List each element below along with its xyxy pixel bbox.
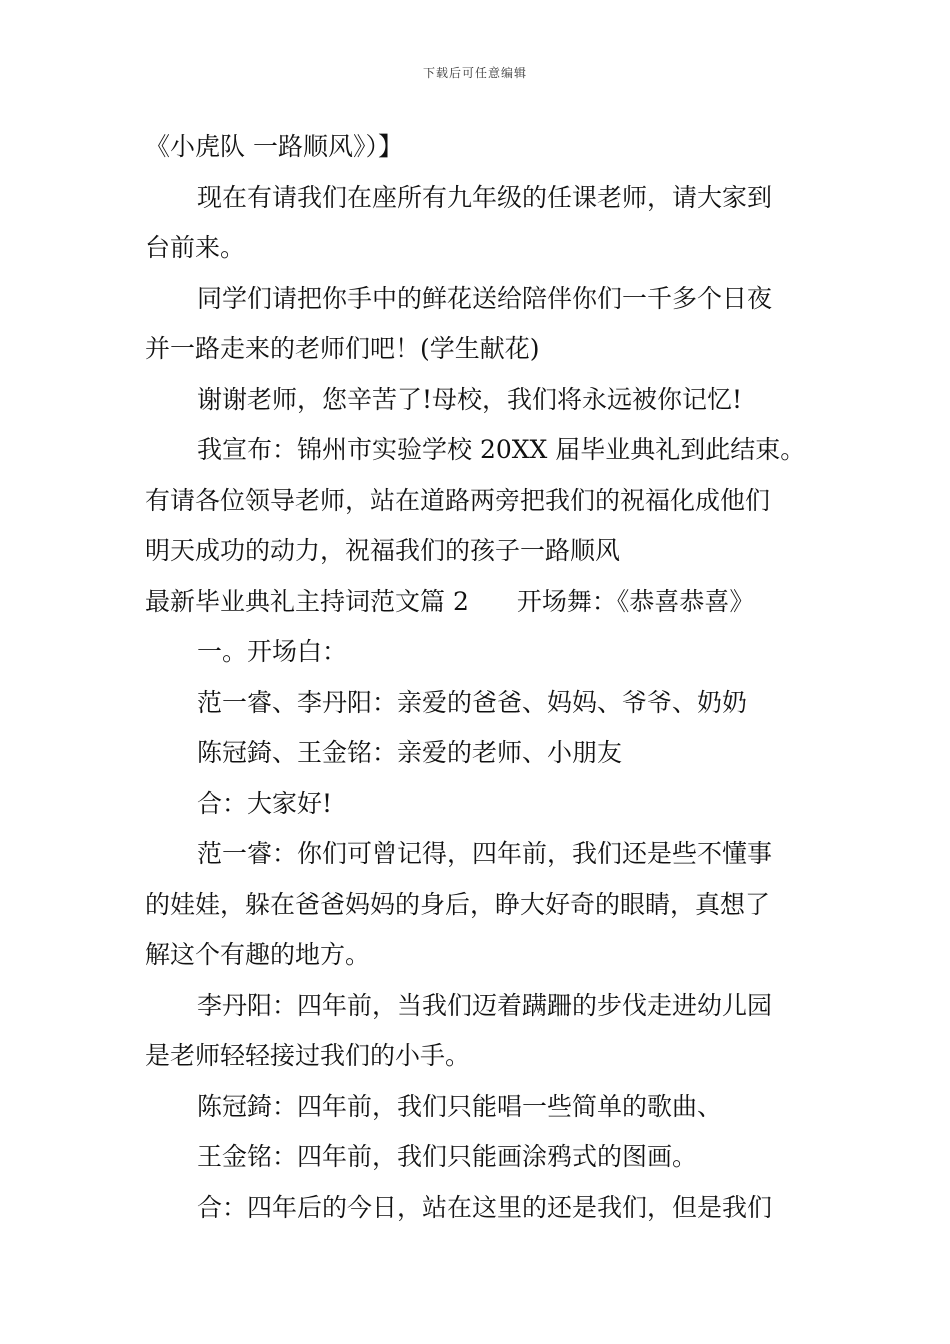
paragraph-line: 一。开场白： — [197, 637, 348, 666]
paragraph-line: 同学们请把你手中的鲜花送给陪伴你们一千多个日夜 — [197, 283, 773, 313]
paragraph-line: 有请各位领导老师，站在道路两旁把我们的祝福化成他们 — [145, 485, 771, 515]
paragraph-line: 我宣布：锦州市实验学校 20XX 届毕业典礼到此结束。 — [197, 435, 806, 464]
paragraph-line: 范一睿、李丹阳：亲爱的爸爸、妈妈、爷爷、奶奶 — [197, 687, 748, 717]
paragraph-line: 合：大家好! — [197, 788, 333, 818]
paragraph-line: 明天成功的动力，祝福我们的孩子一路顺风 — [145, 536, 621, 565]
paragraph-line: 解这个有趣的地方。 — [145, 940, 371, 969]
paragraph-line: 陈冠錡、王金铭：亲爱的老师、小朋友 — [197, 738, 623, 767]
paragraph-line: 《小虎队 一路顺风》）】 — [145, 132, 403, 161]
paragraph-line: 台前来。 — [145, 233, 246, 262]
paragraph-line: 合：四年后的今日，站在这里的还是我们，但是我们 — [197, 1192, 773, 1222]
paragraph-line: 现在有请我们在座所有九年级的任课老师，请大家到 — [197, 182, 773, 212]
paragraph-line: 谢谢老师，您辛苦了!母校，我们将永远被你记忆! — [197, 384, 743, 414]
paragraph-line: 李丹阳：四年前，当我们迈着蹒跚的步伐走进幼儿园 — [197, 990, 773, 1020]
paragraph-line: 陈冠錡：四年前，我们只能唱一些简单的歌曲、 — [197, 1091, 723, 1121]
document-body — [145, 122, 810, 1233]
page-header: 下载后可任意编辑 — [422, 66, 527, 80]
paragraph-line: 范一睿：你们可曾记得，四年前，我们还是些不懂事 — [197, 839, 773, 868]
paragraph-line: 并一路走来的老师们吧！(学生献花) — [145, 334, 540, 363]
opening-dance-label: 开场舞：《恭喜恭喜》 — [516, 586, 755, 616]
section-title: 最新毕业典礼主持词范文篇 2 — [145, 586, 469, 616]
paragraph-line: 王金铭：四年前，我们只能画涂鸦式的图画。 — [197, 1142, 698, 1171]
section-heading-line — [145, 577, 810, 628]
paragraph-line: 是老师轻轻接过我们的小手。 — [145, 1041, 471, 1070]
paragraph-line: 的娃娃，躲在爸爸妈妈的身后，睁大好奇的眼睛，真想了 — [145, 889, 771, 919]
